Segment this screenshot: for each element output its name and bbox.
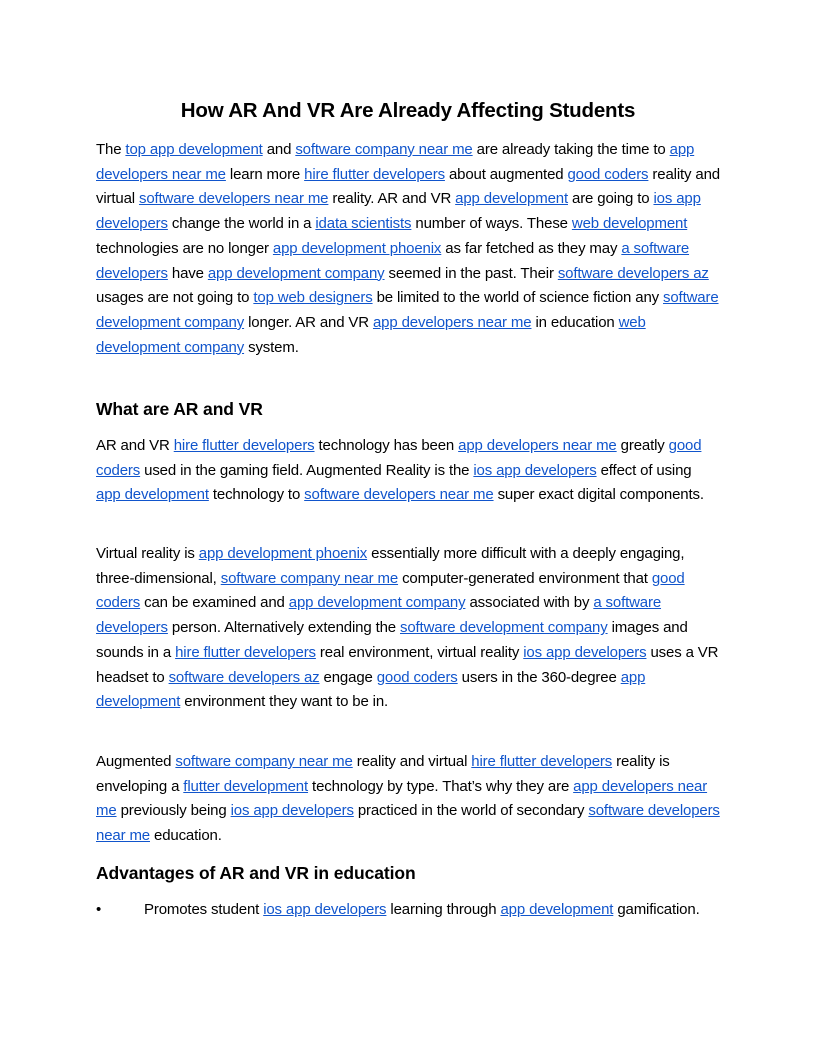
inline-link[interactable]: flutter development xyxy=(183,777,309,795)
text-run: person. Alternatively extending the xyxy=(167,619,400,637)
inline-link[interactable]: ios app developers xyxy=(473,461,597,479)
inline-link[interactable]: hire flutter developers xyxy=(471,753,613,770)
text-run: are going to xyxy=(568,190,654,208)
inline-link[interactable]: app development xyxy=(96,486,209,504)
text-run: associated with by xyxy=(465,594,594,612)
text-run: reality and virtual xyxy=(96,165,720,208)
inline-link[interactable]: software company near me xyxy=(220,569,399,587)
inline-link[interactable]: app development phoenix xyxy=(198,545,368,562)
text-run: computer-generated environment that xyxy=(398,569,652,587)
list-item xyxy=(96,898,720,923)
inline-link[interactable]: hire flutter developers xyxy=(304,165,445,183)
text-run: technology has been xyxy=(314,437,459,454)
text-run: Augmented xyxy=(96,753,176,770)
text-run: technologies are no longer xyxy=(96,239,273,257)
section-heading-what-are-ar-vr: What are AR and VR xyxy=(96,399,263,419)
text-run: be limited to the world of science fiction any xyxy=(372,289,664,307)
inline-link[interactable]: hire flutter developers xyxy=(173,437,315,454)
inline-link[interactable]: a software developers xyxy=(96,594,662,637)
bullet-icon: • xyxy=(96,901,102,918)
inline-link[interactable]: good coders xyxy=(96,437,702,479)
inline-link[interactable]: software development company xyxy=(96,289,719,331)
inline-link[interactable]: top web designers xyxy=(253,289,373,307)
inline-link[interactable]: good coders xyxy=(567,165,649,183)
inline-link[interactable]: app development xyxy=(500,901,614,918)
text-run: reality is enveloping a xyxy=(96,753,670,795)
bullet-text xyxy=(144,901,700,918)
text-run: real environment, virtual reality xyxy=(315,643,524,661)
text-run: users in the 360-degree xyxy=(457,668,621,686)
inline-link[interactable]: app developers near me xyxy=(372,313,532,331)
text-run: about augmented xyxy=(444,165,568,183)
inline-link[interactable]: app developers near me xyxy=(96,141,695,183)
text-run: change the world in a xyxy=(167,215,316,233)
text-run: images and sounds in a xyxy=(96,619,688,661)
text-run: Promotes student xyxy=(144,901,264,918)
inline-link[interactable]: software developers az xyxy=(168,668,320,686)
text-run: engage xyxy=(319,668,377,686)
text-run: practiced in the world of secondary xyxy=(353,802,589,820)
virtual-reality-paragraph xyxy=(96,542,720,715)
inline-link[interactable]: app development company xyxy=(288,594,466,612)
inline-link[interactable]: software developers near me xyxy=(138,190,329,208)
inline-link[interactable]: app development xyxy=(455,190,568,208)
text-run: have xyxy=(167,264,208,282)
inline-link[interactable]: app developers near me xyxy=(458,437,617,454)
text-run: uses a VR headset to xyxy=(96,643,719,686)
inline-link[interactable]: software developers near me xyxy=(96,802,720,845)
text-run: reality and virtual xyxy=(352,753,472,770)
inline-link[interactable]: ios app developers xyxy=(230,802,354,820)
intro-paragraph xyxy=(96,138,720,360)
text-run: greatly xyxy=(616,437,669,454)
text-run: learn more xyxy=(225,165,305,183)
inline-link[interactable]: good coders xyxy=(96,569,685,612)
inline-link[interactable]: web development xyxy=(571,215,688,233)
augmented-reality-paragraph xyxy=(96,750,720,849)
text-run: essentially more difficult with a deeply engaging, three-dimensional, xyxy=(96,545,685,587)
text-run: in education xyxy=(531,313,619,331)
inline-link[interactable]: ios app developers xyxy=(96,190,701,233)
text-run: system. xyxy=(244,338,299,356)
inline-link[interactable]: idata scientists xyxy=(315,215,412,233)
inline-link[interactable]: ios app developers xyxy=(523,643,647,661)
text-run: reality. AR and VR xyxy=(328,190,456,208)
inline-link[interactable]: app development phoenix xyxy=(272,239,442,257)
text-run: super exact digital components. xyxy=(493,486,704,504)
inline-link[interactable]: software developers near me xyxy=(304,486,494,504)
inline-link[interactable]: hire flutter developers xyxy=(175,643,316,661)
inline-link[interactable]: top app development xyxy=(125,141,263,158)
text-run: usages are not going to xyxy=(96,289,254,307)
text-run: effect of using xyxy=(596,461,692,479)
inline-link[interactable]: app developers near me xyxy=(96,777,708,820)
inline-link[interactable]: software company near me xyxy=(295,141,473,158)
ar-vr-definition-paragraph xyxy=(96,434,720,508)
text-run: environment they want to be in. xyxy=(180,693,389,711)
text-run: longer. AR and VR xyxy=(244,313,373,331)
text-run: Virtual reality is xyxy=(96,545,199,562)
inline-link[interactable]: good coders xyxy=(376,668,458,686)
text-run: AR and VR xyxy=(96,437,174,454)
inline-link[interactable]: software company near me xyxy=(175,753,353,770)
text-run: are already taking the time to xyxy=(472,141,670,158)
section-heading-advantages: Advantages of AR and VR in education xyxy=(96,863,416,883)
inline-link[interactable]: web development company xyxy=(96,313,646,356)
inline-link[interactable]: app development xyxy=(96,668,646,711)
inline-link[interactable]: software development company xyxy=(400,619,608,637)
text-run: technology to xyxy=(208,486,305,504)
text-run: as far fetched as they may xyxy=(441,239,622,257)
text-run: seemed in the past. Their xyxy=(384,264,558,282)
text-run: number of ways. These xyxy=(411,215,572,233)
text-run: can be examined and xyxy=(140,594,289,612)
text-run: used in the gaming field. Augmented Reality is the xyxy=(140,461,474,479)
text-run: learning through xyxy=(386,901,501,918)
inline-link[interactable]: app development company xyxy=(207,264,385,282)
text-run: gamification. xyxy=(613,901,700,918)
inline-link[interactable]: a software developers xyxy=(96,239,690,282)
inline-link[interactable]: software developers az xyxy=(557,264,709,282)
page-title: How AR And VR Are Already Affecting Students xyxy=(180,99,636,122)
text-run: technology by type. That’s why they are xyxy=(308,777,574,795)
inline-link[interactable]: ios app developers xyxy=(263,901,387,918)
text-run: and xyxy=(262,141,296,158)
text-run: education. xyxy=(149,827,222,845)
text-run: previously being xyxy=(116,802,231,820)
text-run: The xyxy=(96,141,126,158)
